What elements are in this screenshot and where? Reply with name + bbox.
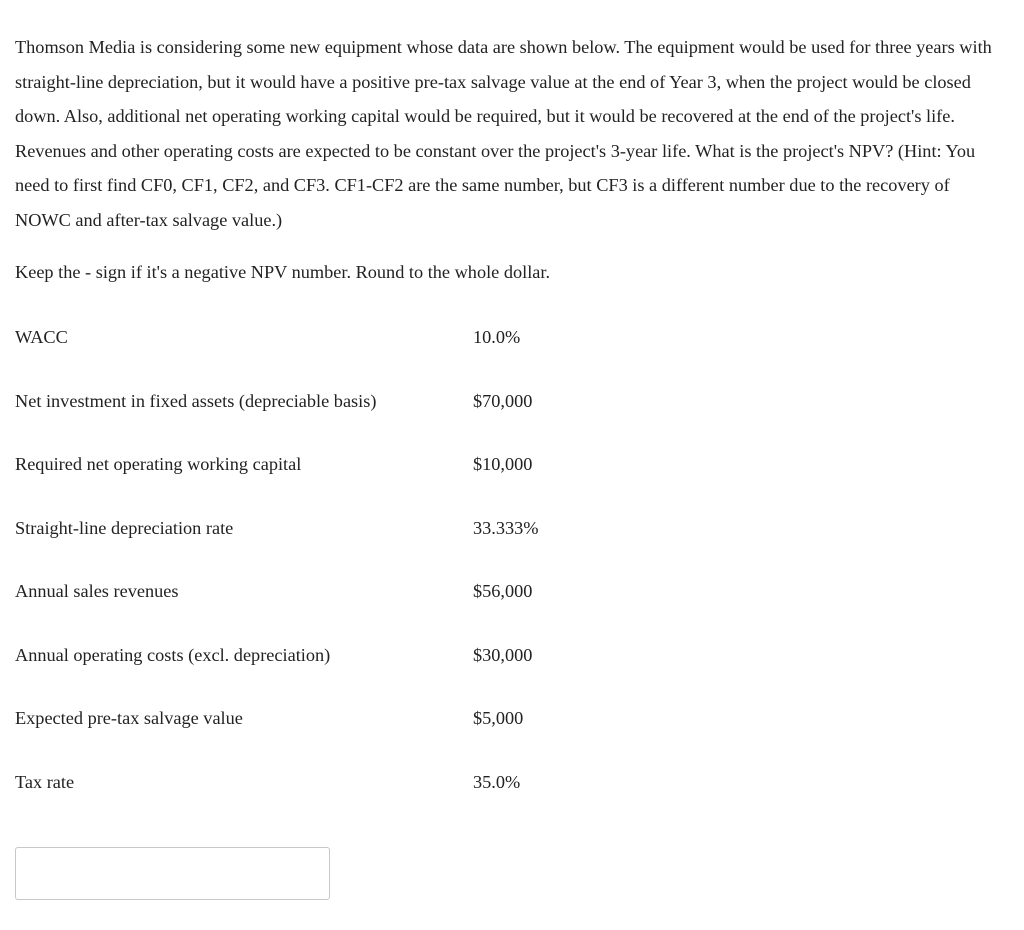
param-row-nowc <box>15 447 715 511</box>
param-value: 35.0% <box>473 771 521 792</box>
question-text: Thomson Media is considering some new equipment whose data are shown below. The equipment would be used for three years with straight-line depreciation, but it would have a positive pre-tax salvage value at the end of Year 3, when the project would be closed down. Also, additional net operating working capital would be required, but it would be recovered at the end of the project's life. Revenues and other operating costs are expected to be constant over the project's 3-year life. What is the project's NPV? (Hint: You need to first find CF0, CF1, CF2, and CF3. CF1-CF2 are the same number, but CF3 is a different number due to the recovery of NOWC and after-tax salvage value.) <box>15 37 992 230</box>
param-value: $56,000 <box>473 581 533 601</box>
param-row-depreciation-rate <box>15 511 715 575</box>
param-value: 10.0% <box>473 327 521 347</box>
param-label: Required net operating working capital <box>15 454 302 474</box>
param-row-fixed-assets <box>15 384 715 448</box>
instruction-text: Keep the - sign if it's a negative NPV number. Round to the whole dollar. <box>15 262 551 282</box>
param-label: Expected pre-tax salvage value <box>15 708 243 728</box>
param-value: $10,000 <box>473 454 533 474</box>
param-label: Annual sales revenues <box>15 581 179 601</box>
parameter-table <box>15 320 715 828</box>
param-label: Net investment in fixed assets (depreciable basis) <box>15 390 377 411</box>
param-value: $5,000 <box>473 708 524 728</box>
param-row-sales-revenues <box>15 574 715 638</box>
npv-answer-input[interactable] <box>15 847 330 900</box>
param-row-salvage-value <box>15 701 715 765</box>
param-row-wacc <box>15 320 715 384</box>
param-label: Annual operating costs (excl. depreciation) <box>15 644 331 665</box>
param-value: 33.333% <box>473 517 539 538</box>
param-row-operating-costs <box>15 638 715 702</box>
param-value: $30,000 <box>473 644 533 665</box>
param-value: $70,000 <box>473 390 533 411</box>
param-label: Straight-line depreciation rate <box>15 517 234 538</box>
param-label: WACC <box>15 327 68 347</box>
param-row-tax-rate <box>15 765 715 829</box>
param-label: Tax rate <box>15 771 75 792</box>
